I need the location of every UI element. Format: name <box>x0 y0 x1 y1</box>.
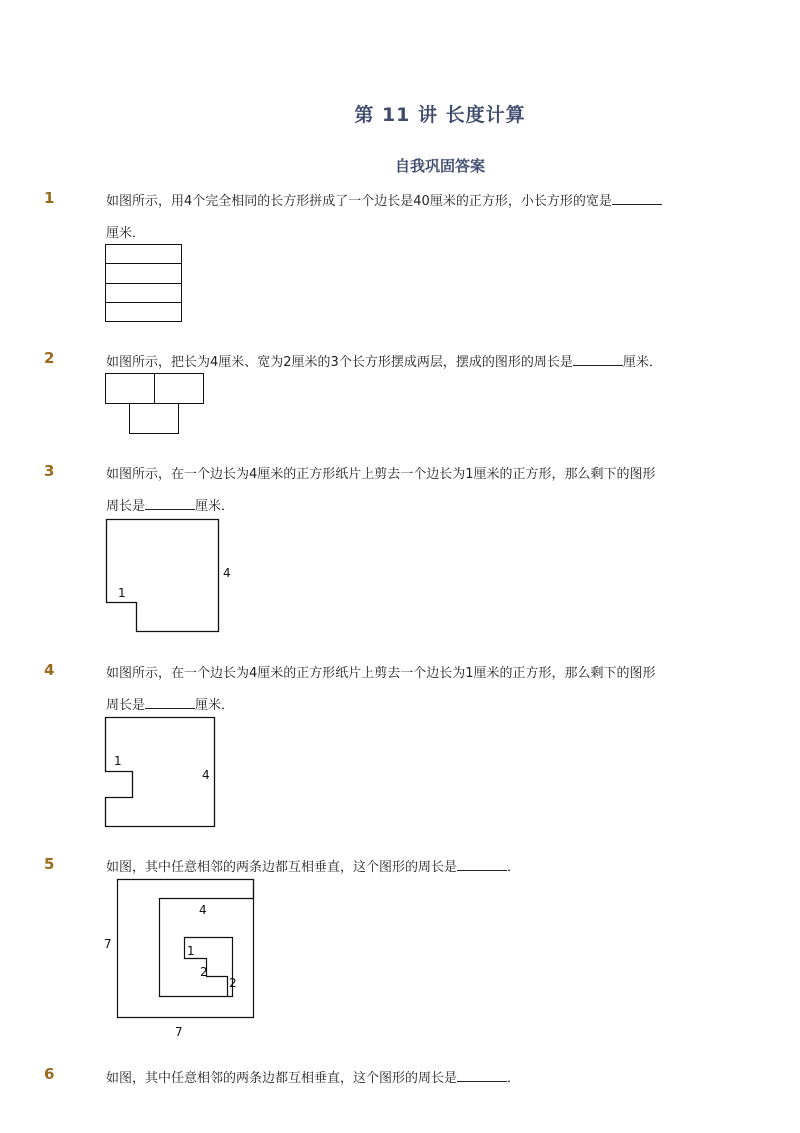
problem-text: ． <box>507 860 521 875</box>
problem-text: 厘米． <box>195 698 235 713</box>
problem-text: 如图所示，把长为4厘米、宽为2厘米的3个长方形摆成两层，摆成的图形的周长是 <box>106 355 573 370</box>
problem-number: 5 <box>44 855 55 873</box>
problem-4-line2 <box>106 694 234 713</box>
problem-number: 1 <box>44 189 55 207</box>
figure-1-stacked-rectangles <box>105 244 185 324</box>
problem-3-line2 <box>106 495 234 514</box>
figure-label-small-b: 2 <box>200 965 208 979</box>
figure-label-bottom: 7 <box>175 1025 183 1039</box>
problem-1-unit <box>106 222 145 241</box>
answer-blank[interactable] <box>612 192 662 205</box>
problem-3-text <box>106 463 656 482</box>
figure-label-cut: 1 <box>114 754 122 768</box>
problem-1-text <box>106 190 662 209</box>
figure-4-side-notch-square <box>105 717 245 829</box>
problem-number: 3 <box>44 462 55 480</box>
problem-text: 如图所示，在一个边长为4厘米的正方形纸片上剪去一个边长为1厘米的正方形，那么剩下的图形 <box>106 467 656 482</box>
figure-2-two-layer-rectangles <box>105 373 207 435</box>
problem-text: 厘米． <box>622 355 662 370</box>
problem-text: 如图，其中任意相邻的两条边都互相垂直，这个图形的周长是 <box>106 1071 458 1086</box>
figure-label-small-a: 1 <box>187 944 195 958</box>
answer-blank[interactable] <box>573 353 623 366</box>
problem-2-text <box>106 351 662 370</box>
problem-text: ． <box>507 1071 521 1086</box>
figure-label-left: 7 <box>104 937 112 951</box>
problem-text: 如图所示，在一个边长为4厘米的正方形纸片上剪去一个边长为1厘米的正方形，那么剩下的图形 <box>106 666 656 681</box>
problem-text: 周长是 <box>106 499 146 514</box>
problem-text: 厘米． <box>106 226 146 241</box>
answer-blank[interactable] <box>145 696 195 709</box>
problem-4-text <box>106 662 656 681</box>
problem-text: 如图所示，用4个完全相同的长方形拼成了一个边长是40厘米的正方形，小长方形的宽是 <box>106 194 612 209</box>
problem-number: 6 <box>44 1065 55 1083</box>
problem-6-text <box>106 1067 520 1086</box>
figure-label-cut: 1 <box>118 586 126 600</box>
problem-number: 4 <box>44 661 55 679</box>
answer-blank[interactable] <box>457 858 507 871</box>
section-subtitle: 自我巩固答案 <box>394 157 485 175</box>
figure-3-corner-cut-square <box>105 518 245 636</box>
problem-text: 周长是 <box>106 698 146 713</box>
figure-label-side: 4 <box>202 768 210 782</box>
problem-number: 2 <box>44 349 55 367</box>
answer-blank[interactable] <box>145 497 195 510</box>
answer-blank[interactable] <box>457 1069 507 1082</box>
problem-text: 厘米． <box>195 499 235 514</box>
figure-5-spiral-shape <box>100 878 260 1043</box>
figure-label-side: 4 <box>223 566 231 580</box>
problem-text: 如图，其中任意相邻的两条边都互相垂直，这个图形的周长是 <box>106 860 458 875</box>
page-title: 第 11 讲 长度计算 <box>354 104 526 126</box>
figure-label-top-inner: 4 <box>199 903 207 917</box>
problem-5-text <box>106 856 520 875</box>
figure-label-small-c: 2 <box>229 976 237 990</box>
